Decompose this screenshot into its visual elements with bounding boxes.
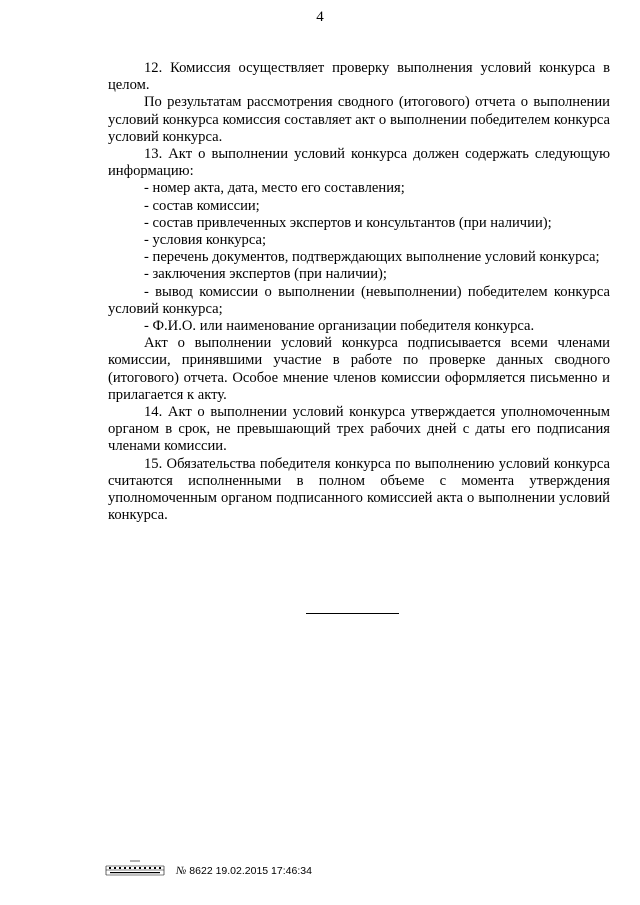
document-body (108, 60, 610, 524)
list-item: - Ф.И.О. или наименование организации победителя конкурса. (144, 318, 535, 335)
paragraph-signing: Акт о выполнении условий конкурса подписывается всеми членами комиссии, принявшими участие в работе по проверке данных сводного (итогового) отчета. Особое мнение членов комиссии оформляется письменно и прилагается к акту. (108, 335, 610, 403)
list-item: - условия конкурса; (144, 232, 267, 249)
list-item: - заключения экспертов (при наличии); (144, 266, 387, 283)
end-separator-line (306, 613, 399, 614)
page-number: 4 (316, 9, 324, 25)
registration-info (176, 865, 312, 877)
paragraph-12: 12. Комиссия осуществляет проверку выполнения условий конкурса в целом. (108, 60, 610, 94)
list-item: - номер акта, дата, место его составления; (144, 180, 405, 197)
document-number: 8622 (189, 865, 213, 877)
number-sign: № (176, 865, 187, 877)
registry-stamp-icon (104, 856, 166, 878)
registration-timestamp: 19.02.2015 17:46:34 (215, 865, 312, 877)
list-item: - вывод комиссии о выполнении (невыполнении) победителем конкурса условий конкурса; (108, 283, 610, 317)
list-item: - состав комиссии; (144, 197, 260, 214)
paragraph-13: 13. Акт о выполнении условий конкурса должен содержать следующую информацию: (108, 146, 610, 180)
list-item: - состав привлеченных экспертов и консультантов (при наличии); (144, 214, 552, 231)
paragraph-14: 14. Акт о выполнении условий конкурса утверждается уполномоченным органом в срок, не превышающий трех рабочих дней с даты его подписания членами комиссии. (108, 404, 610, 455)
list-item: - перечень документов, подтверждающих выполнение условий конкурса; (144, 249, 600, 266)
paragraph-results: По результатам рассмотрения сводного (итогового) отчета о выполнении условий конкурса комиссия составляет акт о выполнении победителем конкурса условий конкурса. (108, 94, 610, 145)
paragraph-15: 15. Обязательства победителя конкурса по выполнению условий конкурса считаются исполненными в полном объеме с момента утверждения уполномоченным органом подписанного комиссией акта о выполнении условий конкурса. (108, 455, 610, 524)
